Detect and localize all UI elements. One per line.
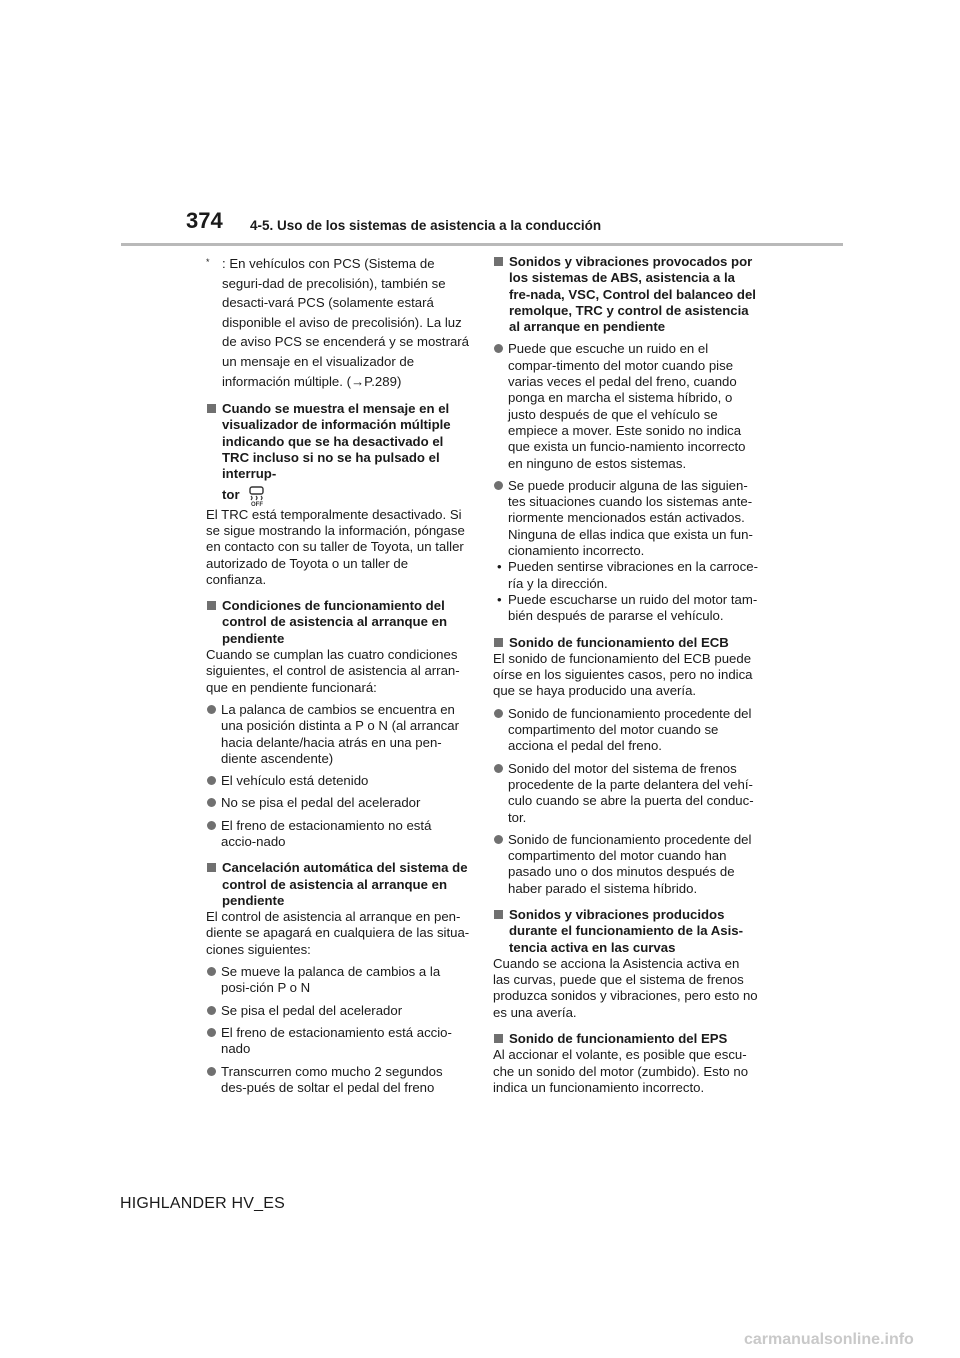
list-item: Se puede producir alguna de las siguien-tes situaciones cuando los sistemas ante-riormente mencionados están activados. Ninguna de ellas indica que exista un fun-cionamiento incorrecto. <box>493 478 759 559</box>
footnote-text: : En vehículos con PCS (Sistema de seguri-dad de precolisión), también se desacti-vará PCS (solamente estará disponible el aviso de precolisión). La luz de aviso PCS se encenderá y se mostrará un mensaje en el visualizador de información múltiple. (→P.289) <box>222 256 470 389</box>
square-bullet-icon <box>493 907 509 956</box>
trc-off-icon <box>246 485 268 507</box>
round-bullet-icon <box>206 773 221 789</box>
left-column <box>206 254 470 1096</box>
list-item: Se pisa el pedal del acelerador <box>206 1003 470 1019</box>
round-bullet-icon <box>493 478 508 559</box>
header-divider <box>121 243 843 246</box>
heading-abs-sounds: Sonidos y vibraciones provocados por los sistemas de ABS, asistencia a la fre-nada, VSC, Control del balanceo del remolque, TRC y control de asistencia al arranque en pendiente <box>493 254 759 335</box>
round-bullet-icon <box>493 832 508 897</box>
round-bullet-icon <box>206 1064 221 1097</box>
heading-hill-start-conditions: Condiciones de funcionamiento del control de asistencia al arranque en pendiente <box>206 598 470 647</box>
footnote-marker: * <box>206 257 210 267</box>
list-item: Sonido del motor del sistema de frenos procedente de la parte delantera del vehí-culo cuando se abre la puerta del conduc-tor. <box>493 761 759 826</box>
list-item: No se pisa el pedal del acelerador <box>206 795 470 811</box>
page-number: 374 <box>186 208 223 233</box>
round-bullet-icon <box>206 964 221 997</box>
square-bullet-icon <box>206 401 222 482</box>
eps-sound-text: Al accionar el volante, es posible que escu-che un sonido del motor (zumbido). Esto no indica un funcionamiento incorrecto. <box>493 1047 749 1095</box>
round-bullet-icon <box>493 761 508 826</box>
right-column <box>493 254 759 1096</box>
heading-eps-sound: Sonido de funcionamiento del EPS <box>493 1031 759 1047</box>
heading-hill-start-cancel: Cancelación automática del sistema de control de asistencia al arranque en pendiente <box>206 860 470 909</box>
list-item: El freno de estacionamiento no está accio-nado <box>206 818 470 851</box>
heading-curve-assist: Sonidos y vibraciones producidos durante el funcionamiento de la Asis-tencia activa en las curvas <box>493 907 759 956</box>
hill-start-cancel-text: El control de asistencia al arranque en pen-diente se apagará en cualquiera de las situa-ciones siguientes: <box>206 909 470 957</box>
list-item: El vehículo está detenido <box>206 773 470 789</box>
list-item: Puede que escuche un ruido en el compar-timento del motor cuando pise varias veces el pedal del freno, cuando ponga en marcha el sistema híbrido, o justo después de que el vehículo se empiece a mover. Este sonido no indica que exista un funcio-namiento incorrecto en ninguno de estos sistemas. <box>493 341 759 471</box>
round-bullet-icon <box>206 1003 221 1019</box>
round-bullet-icon <box>206 818 221 851</box>
curve-assist-text: Cuando se acciona la Asistencia activa en las curvas, puede que el sistema de frenos produzca sonidos y vibraciones, pero esto no es una avería. <box>493 955 758 1020</box>
list-item: Se mueve la palanca de cambios a la posi-ción P o N <box>206 964 470 997</box>
trc-switch-row: tor OFF <box>206 485 470 507</box>
footnote <box>206 254 470 391</box>
footer-model-name: HIGHLANDER HV_ES <box>120 1195 286 1212</box>
heading-trc-message: Cuando se muestra el mensaje en el visualizador de información múltiple indicando que se ha desactivado el TRC incluso si no se ha pulsado el interrup- <box>206 401 470 482</box>
square-bullet-icon <box>206 860 222 909</box>
trc-message-text: El TRC está temporalmente desactivado. Si se sigue mostrando la información, póngase en contacto con su taller de Toyota, un taller autorizado de Toyota o un taller de confianza. <box>206 506 465 587</box>
watermark: carmanualsonline.info <box>744 1331 914 1348</box>
section-title: 4-5. Uso de los sistemas de asistencia a la conducción <box>250 218 602 233</box>
square-bullet-icon <box>493 635 509 651</box>
square-bullet-icon <box>493 1031 509 1047</box>
round-bullet-icon <box>206 795 221 811</box>
list-item: Transcurren como mucho 2 segundos des-pués de soltar el pedal del freno <box>206 1064 470 1097</box>
list-item: Sonido de funcionamiento procedente del compartimento del motor cuando han pasado uno o dos minutos después de haber parado el sistema híbrido. <box>493 832 759 897</box>
dash-item: • Puede escucharse un ruido del motor tam-bién después de pararse el vehículo. <box>497 591 758 624</box>
list-item: El freno de estacionamiento está accio-nado <box>206 1025 470 1058</box>
list-item: Sonido de funcionamiento procedente del compartimento del motor cuando se acciona el pedal del freno. <box>493 706 759 755</box>
svg-text:OFF: OFF <box>250 501 263 507</box>
square-bullet-icon <box>493 254 509 335</box>
hill-start-conditions-text: Cuando se cumplan las cuatro condiciones siguientes, el control de asistencia al arran-que en pendiente funcionará: <box>206 647 460 695</box>
round-bullet-icon <box>493 341 508 471</box>
list-item: La palanca de cambios se encuentra en una posición distinta a P o N (al arrancar hacia delante/hacia atrás en una pen-diente ascendente) <box>206 702 470 767</box>
ecb-sound-text: El sonido de funcionamiento del ECB puede oírse en los siguientes casos, pero no indica que se haya producido una avería. <box>493 650 753 699</box>
round-bullet-icon <box>206 1025 221 1058</box>
dash-item: • Pueden sentirse vibraciones en la carroce-ría y la dirección. <box>497 559 758 591</box>
round-bullet-icon <box>493 706 508 755</box>
round-bullet-icon <box>206 702 221 767</box>
square-bullet-icon <box>206 598 222 647</box>
heading-ecb-sound: Sonido de funcionamiento del ECB <box>493 635 759 651</box>
